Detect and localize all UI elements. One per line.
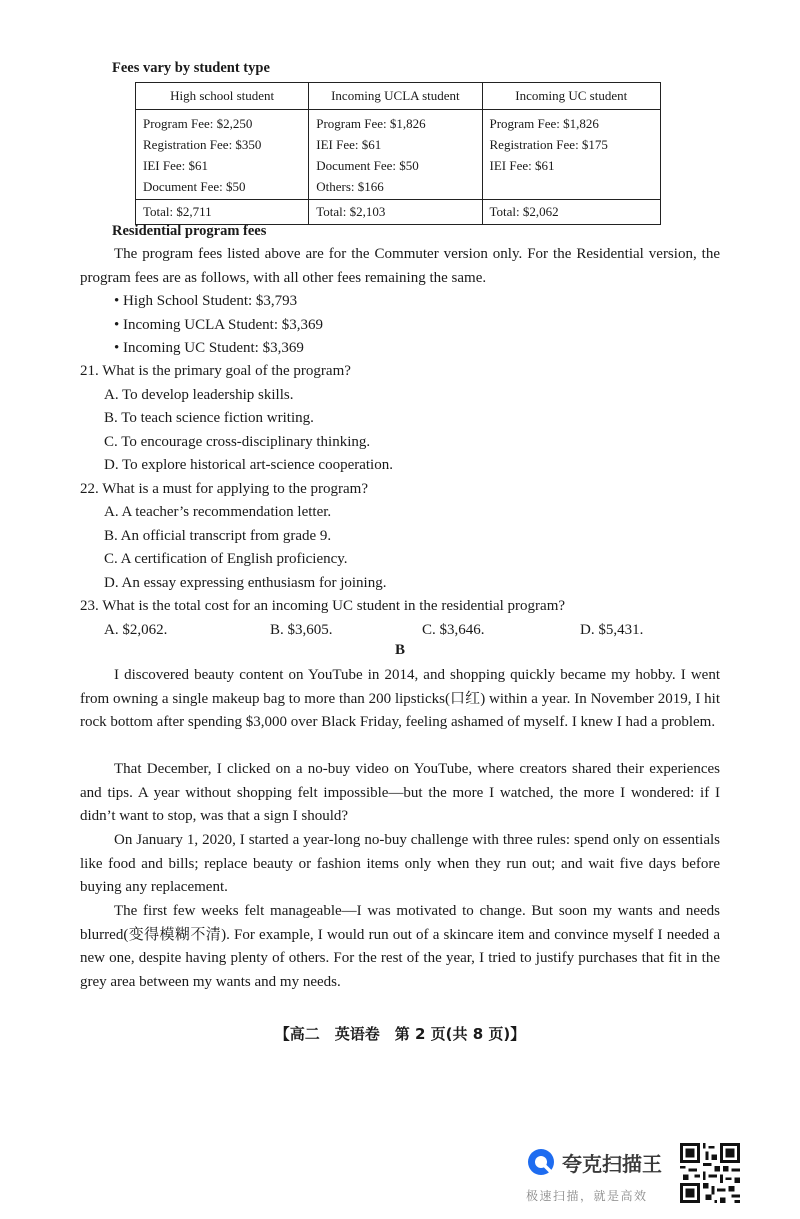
watermark-app-name: 夸克扫描王 xyxy=(562,1152,662,1176)
ucla-fee-items xyxy=(309,110,482,200)
question-23: 23. What is the total cost for an incoming UC student in the residential program? xyxy=(80,598,566,614)
qr-code-icon xyxy=(680,1142,740,1204)
page-footer: 【高二 英语卷 第 2 页(共 8 页)】 xyxy=(274,1025,526,1043)
q23-option-d: D. $5,431. xyxy=(580,622,644,638)
fee-item: Program Fee: $2,250 xyxy=(143,116,253,131)
passage-paragraph-3: On January 1, 2020, I started a year-long no-buy challenge with three rules: spend only on essentials like food and bills; replace beauty or fashion items only when they run out; and wait five days before buying any replacement. xyxy=(80,832,720,895)
q21-option-c: C. To encourage cross-disciplinary thinking. xyxy=(104,434,371,450)
q22-option-a: A. A teacher’s recommendation letter. xyxy=(104,504,332,520)
fee-item: Document Fee: $50 xyxy=(143,179,246,194)
fees-table-items-row xyxy=(136,110,661,200)
residential-intro: The program fees listed above are for the Commuter version only. For the Residential version, the program fees are as follows, with all other fees remaining the same. xyxy=(80,246,720,286)
high-school-fee-items xyxy=(136,110,309,200)
question-22: 22. What is a must for applying to the program? xyxy=(80,481,368,497)
ucla-total: Total: $2,103 xyxy=(309,200,482,225)
bullet-ucla: • Incoming UCLA Student: $3,369 xyxy=(114,317,323,333)
residential-heading: Residential program fees xyxy=(112,223,267,239)
fee-item: Registration Fee: $175 xyxy=(489,137,608,152)
col-header-ucla: Incoming UCLA student xyxy=(309,83,482,110)
uc-total: Total: $2,062 xyxy=(482,200,661,225)
passage-paragraph-4: The first few weeks felt manageable—I was motivated to change. But soon my wants and needs blurred(变得模糊不清). For example, I would run out of a skincare item and convince myself I needed a new one, despite having plenty of others. For the rest of the year, I tried to justify purchases that fit in the grey area between my wants and my needs. xyxy=(80,903,720,990)
q23-option-b: B. $3,605. xyxy=(270,622,333,638)
bullet-high-school: • High School Student: $3,793 xyxy=(114,293,298,309)
q22-option-c: C. A certification of English proficiency. xyxy=(104,551,348,567)
scanner-watermark xyxy=(526,1143,676,1203)
fee-item: Program Fee: $1,826 xyxy=(316,116,426,131)
q21-option-b: B. To teach science fiction writing. xyxy=(104,410,314,426)
high-school-total: Total: $2,711 xyxy=(136,200,309,225)
q21-option-d: D. To explore historical art-science cooperation. xyxy=(104,457,393,473)
fee-item: Others: $166 xyxy=(316,179,384,194)
fee-item: Document Fee: $50 xyxy=(316,158,419,173)
bullet-uc: • Incoming UC Student: $3,369 xyxy=(114,340,304,356)
q21-option-a: A. To develop leadership skills. xyxy=(104,387,294,403)
col-header-uc: Incoming UC student xyxy=(482,83,661,110)
fees-table-total-row xyxy=(136,200,661,225)
q23-option-a: A. $2,062. xyxy=(104,622,168,638)
question-21: 21. What is the primary goal of the program? xyxy=(80,363,351,379)
q23-option-c: C. $3,646. xyxy=(422,622,485,638)
fees-table-header-row xyxy=(136,83,661,110)
fees-heading: Fees vary by student type xyxy=(112,60,270,76)
fees-table xyxy=(135,82,661,225)
passage-paragraph-1: I discovered beauty content on YouTube in 2014, and shopping quickly became my hobby. I went from owning a single makeup bag to more than 200 lipsticks(口红) within a year. In November 2019, I hit rock bottom after spending $3,000 over Black Friday, feeling ashamed of myself. I knew I had a problem. xyxy=(80,667,720,730)
fee-item: IEI Fee: $61 xyxy=(489,158,555,173)
fee-item: IEI Fee: $61 xyxy=(316,137,382,152)
fee-item: IEI Fee: $61 xyxy=(143,158,208,173)
col-header-high-school: High school student xyxy=(136,83,309,110)
passage-paragraph-2: That December, I clicked on a no-buy video on YouTube, where creators shared their experiences and tips. A year without shopping felt impossible—but the more I watched, the more I wondered: if I didn’t want to stop, was that a sign I should? xyxy=(80,761,720,824)
q22-option-d: D. An essay expressing enthusiasm for joining. xyxy=(104,575,387,591)
uc-fee-items xyxy=(482,110,661,200)
watermark-slogan: 极速扫描，就是高效 xyxy=(526,1189,648,1203)
section-b-label: B xyxy=(394,642,405,658)
q22-option-b: B. An official transcript from grade 9. xyxy=(104,528,332,544)
quark-logo-icon xyxy=(526,1147,556,1177)
fee-item: Registration Fee: $350 xyxy=(143,137,262,152)
fee-item: Program Fee: $1,826 xyxy=(489,116,599,131)
